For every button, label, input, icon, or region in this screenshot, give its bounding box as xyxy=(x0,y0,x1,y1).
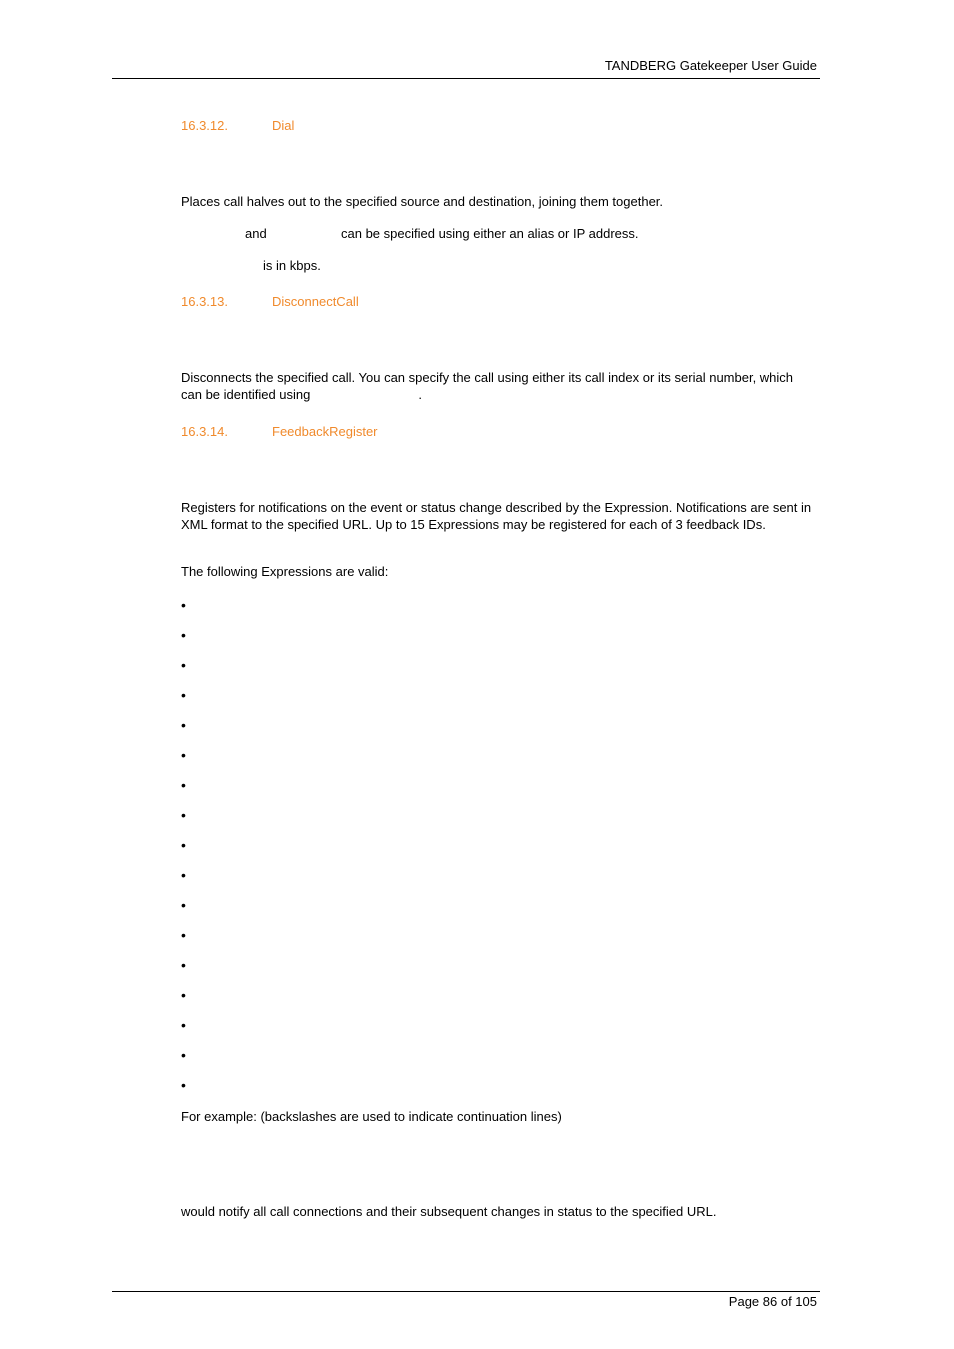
section-number-disconnectcall: 16.3.13. xyxy=(181,294,228,309)
bullet-point: • xyxy=(181,1047,186,1063)
bullet-point: • xyxy=(181,837,186,853)
feedbackregister-description: Registers for notifications on the event or status change described by the Expression. Notifications are sent in XML format to the specified URL. Up to 15 Expressions may be registered for each of 3 feedback IDs. xyxy=(181,500,812,532)
page-number: Page 86 of 105 xyxy=(728,1294,817,1309)
bullet-point: • xyxy=(181,657,186,673)
bullet-point: • xyxy=(181,957,186,973)
footer-rule xyxy=(112,1291,820,1292)
section-title-feedbackregister: FeedbackRegister xyxy=(272,424,378,439)
bullet-point: • xyxy=(181,927,186,943)
bullet-point: • xyxy=(181,987,186,1003)
dial-description: Places call halves out to the specified source and destination, joining them together. xyxy=(181,194,664,209)
bullet-point: • xyxy=(181,867,186,883)
bullet-point: • xyxy=(181,807,186,823)
bullet-point: • xyxy=(181,1077,186,1093)
bullet-point: • xyxy=(181,747,186,763)
section-number-feedbackregister: 16.3.14. xyxy=(181,424,228,439)
dial-address-note: can be specified using either an alias or IP address. xyxy=(341,226,639,241)
section-number-dial: 16.3.12. xyxy=(181,118,228,133)
section-title-dial: Dial xyxy=(272,118,295,133)
dial-and-word: and xyxy=(245,226,267,241)
example-intro: For example: (backslashes are used to indicate continuation lines) xyxy=(181,1109,562,1124)
section-title-disconnectcall: DisconnectCall xyxy=(272,294,359,309)
disconnectcall-description: Disconnects the specified call. You can specify the call using either its call index or its serial number, which can be identified using . xyxy=(181,370,794,402)
expressions-intro: The following Expressions are valid: xyxy=(181,564,389,579)
bullet-point: • xyxy=(181,717,186,733)
bullet-point: • xyxy=(181,1017,186,1033)
bullet-point: • xyxy=(181,627,186,643)
bullet-point: • xyxy=(181,597,186,613)
dial-bandwidth-note: is in kbps. xyxy=(263,258,321,273)
bullet-point: • xyxy=(181,897,186,913)
bullet-point: • xyxy=(181,687,186,703)
header-rule xyxy=(112,78,820,79)
document-header-title: TANDBERG Gatekeeper User Guide xyxy=(604,58,817,73)
example-explanation: would notify all call connections and their subsequent changes in status to the specified URL. xyxy=(181,1204,717,1219)
bullet-point: • xyxy=(181,777,186,793)
